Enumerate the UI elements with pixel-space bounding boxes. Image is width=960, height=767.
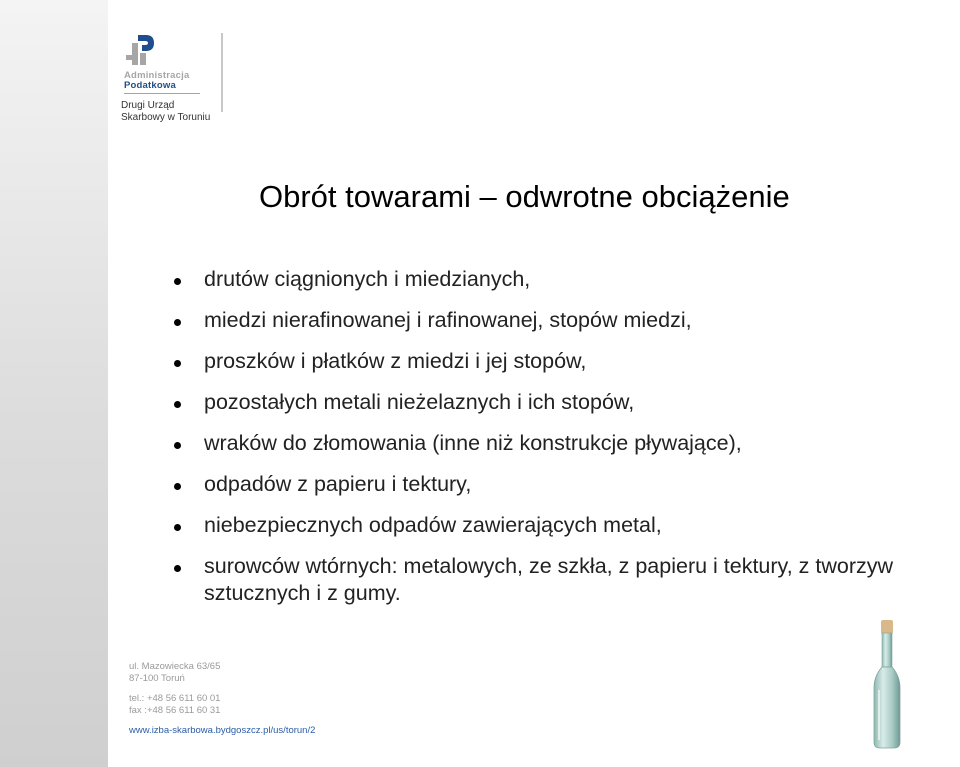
list-item bbox=[172, 512, 960, 539]
list-item-text: proszków i płatków z miedzi i jej stopów, bbox=[204, 349, 587, 373]
footer-address-line2: 87-100 Toruń bbox=[129, 673, 185, 684]
office-name bbox=[121, 100, 210, 124]
office-name-line1: Drugi Urząd bbox=[121, 100, 175, 111]
list-item-text: miedzi nierafinowanej i rafinowanej, stopów miedzi, bbox=[204, 308, 692, 332]
bullet-icon bbox=[174, 524, 181, 531]
list-item-text: niebezpiecznych odpadów zawierających metal, bbox=[204, 513, 662, 537]
slide-title: Obrót towarami – odwrotne obciążenie bbox=[259, 179, 790, 214]
list-item bbox=[172, 553, 960, 607]
bullet-list bbox=[172, 266, 960, 621]
list-item bbox=[172, 266, 960, 293]
logo-text-administracja: Administracja bbox=[124, 70, 190, 81]
glass-bottle-icon bbox=[862, 618, 912, 750]
bullet-icon bbox=[174, 319, 181, 326]
list-item-text: wraków do złomowania (inne niż konstrukcje pływające), bbox=[204, 431, 742, 455]
logo-underline bbox=[124, 93, 200, 94]
list-item-text: odpadów z papieru i tektury, bbox=[204, 472, 472, 496]
header-divider bbox=[221, 33, 223, 112]
list-item-text: pozostałych metali nieżelaznych i ich stopów, bbox=[204, 390, 635, 414]
bullet-icon bbox=[174, 565, 181, 572]
footer-phone: tel.: +48 56 611 60 01 bbox=[129, 693, 221, 704]
bullet-icon bbox=[174, 278, 181, 285]
bullet-icon bbox=[174, 442, 181, 449]
bullet-icon bbox=[174, 360, 181, 367]
bullet-icon bbox=[174, 483, 181, 490]
footer-website-link[interactable]: www.izba-skarbowa.bydgoszcz.pl/us/torun/2 bbox=[129, 725, 316, 736]
list-item-text: drutów ciągnionych i miedzianych, bbox=[204, 267, 531, 291]
office-name-line2: Skarbowy w Toruniu bbox=[121, 112, 211, 123]
list-item-text: surowców wtórnych: metalowych, ze szkła, z papieru i tektury, z tworzyw sztucznych i z gumy. bbox=[204, 554, 894, 605]
footer-address-line1: ul. Mazowiecka 63/65 bbox=[129, 661, 221, 672]
logo-text-podatkowa: Podatkowa bbox=[124, 80, 176, 91]
list-item bbox=[172, 471, 960, 498]
bullet-icon bbox=[174, 401, 181, 408]
footer-fax: fax :+48 56 611 60 31 bbox=[129, 705, 221, 716]
list-item bbox=[172, 430, 960, 457]
list-item bbox=[172, 307, 960, 334]
left-decorative-strip bbox=[0, 0, 108, 767]
list-item bbox=[172, 389, 960, 416]
list-item bbox=[172, 348, 960, 375]
administracja-podatkowa-logo-icon bbox=[124, 33, 156, 67]
